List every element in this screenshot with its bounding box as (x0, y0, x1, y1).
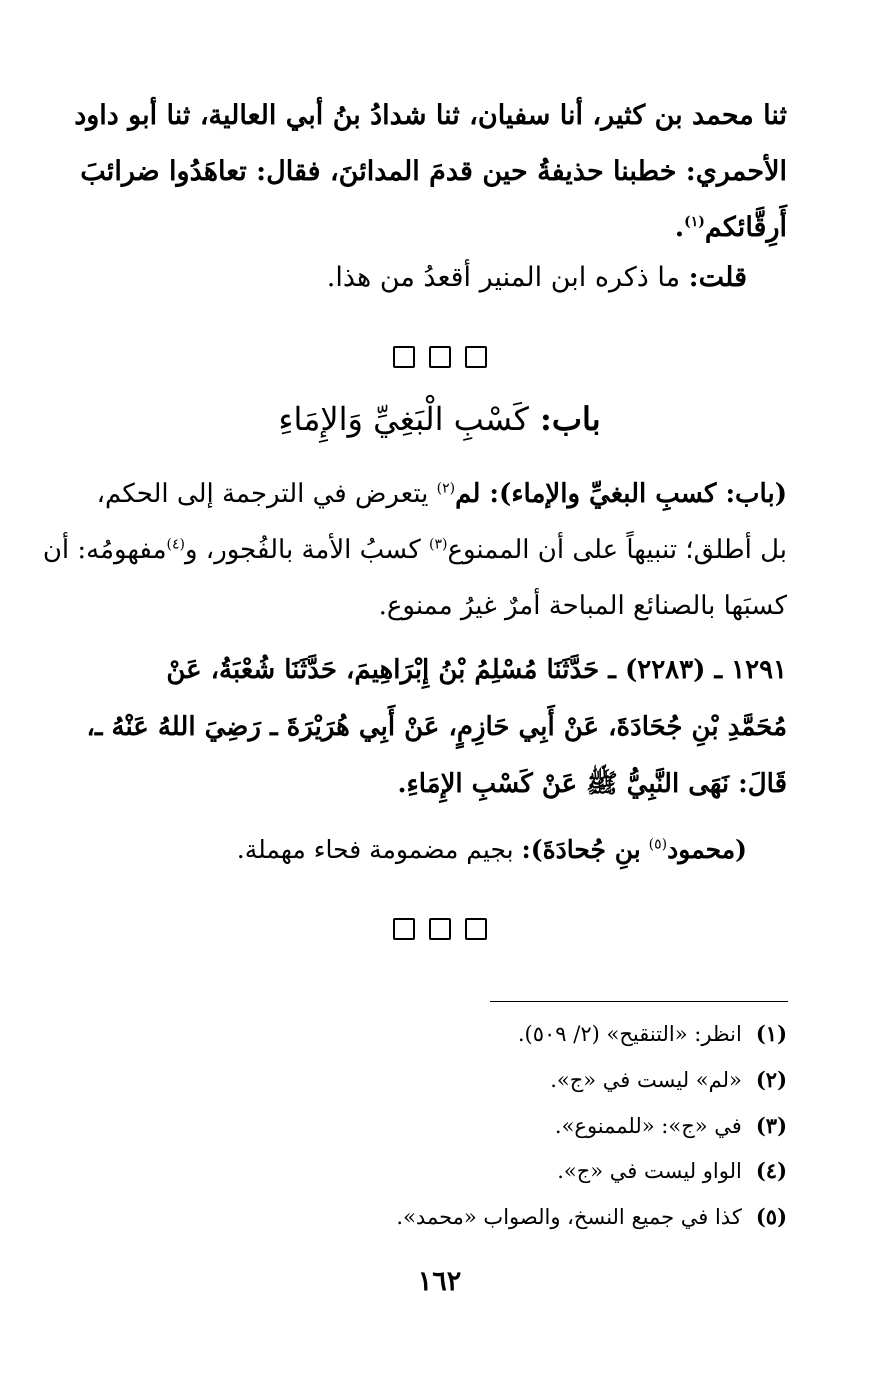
footnote-ref: (٥) (648, 836, 668, 853)
text-line (80, 200, 787, 256)
footnote-number: (٤) (755, 1158, 787, 1183)
text-run: مفهومُه: أن (42, 535, 167, 565)
footnote-text: «لم» ليست في «ج». (550, 1068, 742, 1092)
qult-label: قلت: (688, 262, 747, 293)
square-ornament-icon (465, 918, 487, 940)
footnote (80, 1203, 787, 1231)
hadith-commentary (80, 822, 787, 878)
footnote-divider (490, 1001, 788, 1002)
text-run: . (674, 212, 685, 243)
footnote-text: انظر: «التنقيح» (٢/ ٥٠٩). (517, 1022, 742, 1046)
chapter-prefix: باب: (540, 400, 601, 438)
square-ornament-icon (465, 346, 487, 368)
text-line: قَالَ: نَهَى النَّبِيُّ ﷺ عَنْ كَسْبِ الإِمَاءِ. (397, 769, 787, 799)
square-ornament-icon (393, 346, 415, 368)
text-line (80, 466, 787, 522)
section-separator (0, 346, 879, 368)
footnote (80, 1157, 787, 1185)
qult-text: ما ذكره ابن المنير أقعدُ من هذا. (326, 262, 681, 293)
page-number: ١٦٢ (417, 1266, 462, 1297)
text-run: بل أطلق؛ تنبيهاً على أن الممنوع (447, 535, 787, 565)
footnote (80, 1020, 787, 1048)
text-line (42, 522, 787, 578)
chapter-heading (0, 400, 879, 438)
top-paragraph (74, 88, 787, 256)
hadith-text (80, 642, 787, 813)
footnote-ref: (٤) (166, 536, 185, 553)
footnote-number: (٢) (755, 1067, 787, 1092)
footnote-number: (٣) (755, 1113, 787, 1138)
footnote-ref: (٣) (429, 536, 448, 553)
text-run: أَرِقَّائكم (704, 212, 787, 243)
text-line: ١٢٩١ ـ (٢٢٨٣) ـ حَدَّثَنَا مُسْلِمُ بْنُ إِبْرَاهِيمَ، حَدَّثَنَا شُعْبَةُ، عَنْ (166, 655, 787, 685)
footnote-number: (١) (755, 1021, 787, 1046)
square-ornament-icon (429, 346, 451, 368)
qult-paragraph (80, 250, 787, 306)
square-ornament-icon (429, 918, 451, 940)
footnote-ref: (١) (684, 214, 705, 230)
section-separator (0, 918, 879, 940)
text-run: يتعرض في الترجمة إلى الحكم، (96, 479, 429, 509)
footnote-ref: (٢) (436, 480, 456, 497)
text-run: (محمود (667, 835, 747, 864)
text-run: بجيم مضمومة فحاء مهملة. (236, 835, 514, 864)
text-run: بنِ جُحادَةَ): (521, 835, 641, 864)
chapter-title: كَسْبِ الْبَغِيِّ وَالإِمَاءِ (278, 400, 529, 438)
text-run: (باب: كسبِ البغيِّ والإماء): لم (455, 479, 787, 509)
footnote (80, 1112, 787, 1140)
square-ornament-icon (393, 918, 415, 940)
footnote-text: كذا في جميع النسخ، والصواب «محمد». (396, 1205, 742, 1229)
footnote-text: الواو ليست في «ج». (557, 1159, 742, 1183)
text-line: الأحمري: خطبنا حذيفةُ حين قدمَ المدائنَ، فقال: تعاهَدُوا ضرائبَ (80, 156, 787, 187)
text-line: مُحَمَّدِ بْنِ جُحَادَةَ، عَنْ أَبِي حَازِمٍ، عَنْ أَبِي هُرَيْرَةَ ـ رَضِيَ اللهُ عَنْهُ ـ، (86, 712, 787, 742)
footnote (80, 1066, 787, 1094)
footnote-number: (٥) (755, 1204, 787, 1229)
text-line: ثنا محمد بن كثير، أنا سفيان، ثنا شدادُ بنُ أبي العالية، ثنا أبو داود (74, 100, 787, 131)
text-line: كسبَها بالصنائع المباحة أمرٌ غيرُ ممنوع. (378, 591, 787, 621)
commentary-paragraph (42, 466, 787, 634)
text-run: كسبُ الأمة بالفُجور، و (184, 535, 421, 565)
footnote-text: في «ج»: «للممنوع». (554, 1114, 742, 1138)
